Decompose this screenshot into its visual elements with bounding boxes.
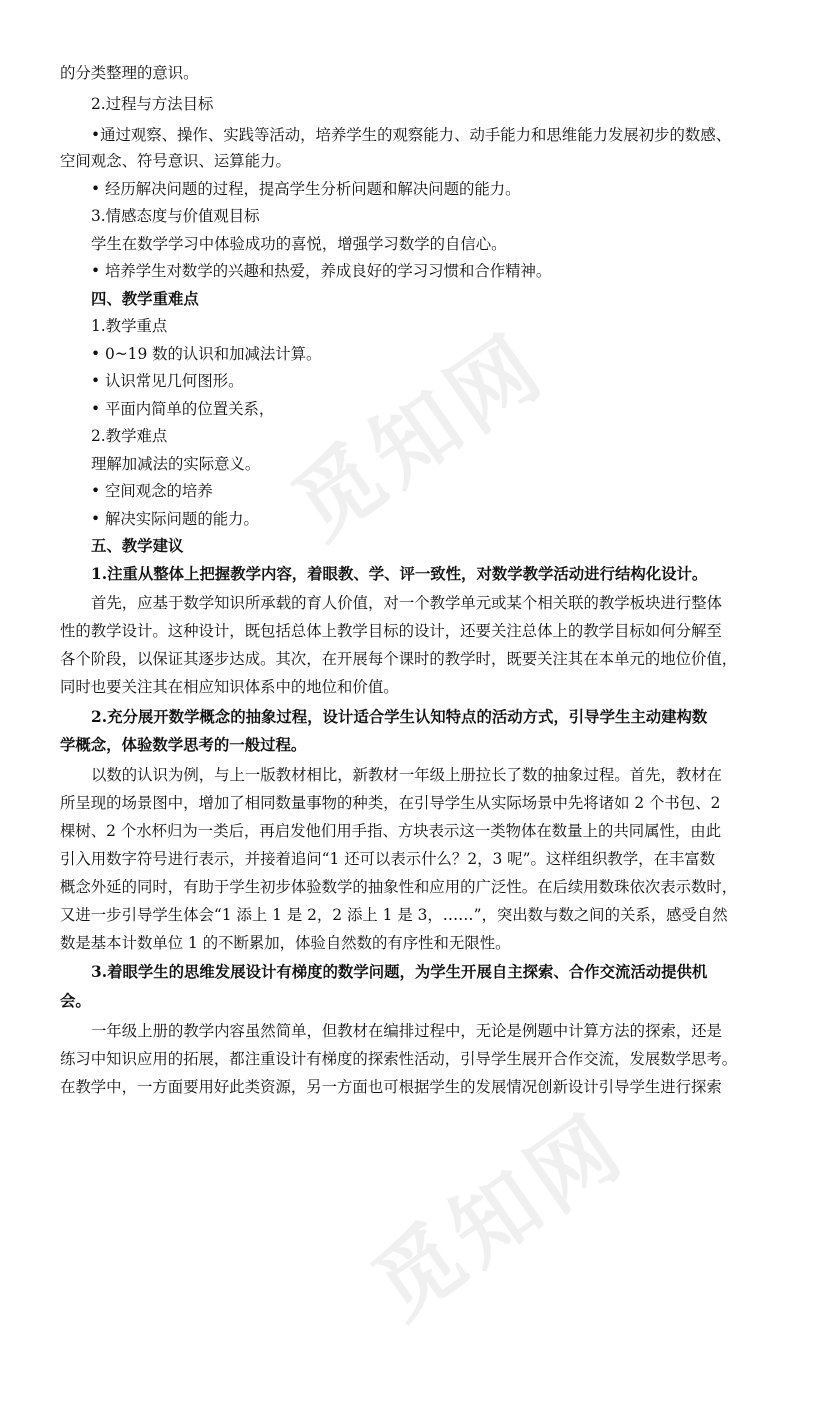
bullet-item: • 解决实际问题的能力。 xyxy=(91,510,259,528)
bullet-item: • 认识常见几何图形。 xyxy=(91,372,244,390)
section-heading: 五、教学建议 xyxy=(91,537,184,555)
bullet-item: •通过观察、操作、实践等活动，培养学生的观察能力、动手能力和思维能力发展初步的数感、 xyxy=(91,126,732,144)
watermark: 觅知网 xyxy=(275,314,564,559)
watermark: 觅知网 xyxy=(355,1094,644,1339)
bullet-item: • 经历解决问题的过程，提高学生分析问题和解决问题的能力。 xyxy=(91,180,521,198)
subheading: 2.过程与方法目标 xyxy=(91,95,214,113)
paragraph-line: 的分类整理的意识。 xyxy=(60,64,199,82)
paragraph-line: 各个阶段，以保证其逐步达成。其次，在开展每个课时的教学时，既要关注其在本单元的地位价值， xyxy=(60,650,738,668)
bold-paragraph: 1.注重从整体上把握教学内容，着眼教、学、评一致性，对数学教学活动进行结构化设计。 xyxy=(91,565,708,583)
paragraph-line: 在教学中，一方面要用好此类资源，另一方面也可根据学生的发展情况创新设计引导学生进行探索 xyxy=(60,1078,722,1096)
paragraph-line: 所呈现的场景图中，增加了相同数量事物的种类，在引导学生从实际场景中先将诸如 2 个书包、2 xyxy=(60,794,721,812)
bullet-item: • 平面内简单的位置关系， xyxy=(91,400,275,418)
section-heading: 四、教学重难点 xyxy=(91,290,199,308)
paragraph-line: 棵树、2 个水杯归为一类后，再启发他们用手指、方块表示这一类物体在数量上的共同属性，由此 xyxy=(60,822,722,840)
subheading: 2.教学难点 xyxy=(91,427,168,445)
bullet-item: • 0~19 数的认识和加减法计算。 xyxy=(91,345,322,363)
paragraph-line: 同时也要关注其在相应知识体系中的地位和价值。 xyxy=(60,678,399,696)
paragraph-line: 性的教学设计。这种设计，既包括总体上教学目标的设计，还要关注总体上的教学目标如何分解至 xyxy=(60,622,722,640)
bold-paragraph: 学概念，体验数学思考的一般过程。 xyxy=(60,736,307,754)
paragraph-line: 概念外延的同时，有助于学生初步体验数学的抽象性和应用的广泛性。在后续用数珠依次表示数时， xyxy=(60,878,738,896)
subheading: 1.教学重点 xyxy=(91,317,168,335)
paragraph-line: 首先，应基于数学知识所承载的育人价值，对一个教学单元或某个相关联的教学板块进行整体 xyxy=(91,594,723,612)
paragraph-line: 以数的认识为例，与上一版教材相比，新教材一年级上册拉长了数的抽象过程。首先，教材在 xyxy=(91,766,723,784)
paragraph-line: 引入用数字符号进行表示，并接着追问“1 还可以表示什么？2，3 呢”。这样组织教学，在丰富数 xyxy=(60,850,716,868)
paragraph-line: 学生在数学学习中体验成功的喜悦，增强学习数学的自信心。 xyxy=(91,235,507,253)
bold-paragraph: 3.着眼学生的思维发展设计有梯度的数学问题，为学生开展自主探索、合作交流活动提供机 xyxy=(91,963,708,981)
paragraph-line: 空间观念、符号意识、运算能力。 xyxy=(60,152,291,170)
bold-paragraph: 会。 xyxy=(60,992,91,1010)
paragraph-line: 数是基本计数单位 1 的不断累加，体验自然数的有序性和无限性。 xyxy=(60,934,511,952)
bullet-item: • 空间观念的培养 xyxy=(91,482,213,500)
bold-paragraph: 2.充分展开数学概念的抽象过程，设计适合学生认知特点的活动方式，引导学生主动建构数 xyxy=(91,708,708,726)
paragraph-line: 理解加减法的实际意义。 xyxy=(91,455,261,473)
subheading: 3.情感态度与价值观目标 xyxy=(91,207,260,225)
paragraph-line: 练习中知识应用的拓展，都注重设计有梯度的探索性活动，引导学生展开合作交流，发展数学思考。 xyxy=(60,1050,738,1068)
paragraph-line: 一年级上册的教学内容虽然简单，但教材在编排过程中，无论是例题中计算方法的探索，还是 xyxy=(91,1022,723,1040)
bullet-item: • 培养学生对数学的兴趣和热爱，养成良好的学习习惯和合作精神。 xyxy=(91,262,552,280)
paragraph-line: 又进一步引导学生体会“1 添上 1 是 2，2 添上 1 是 3，……”，突出数与数之间的关系，感受自然 xyxy=(60,906,728,924)
